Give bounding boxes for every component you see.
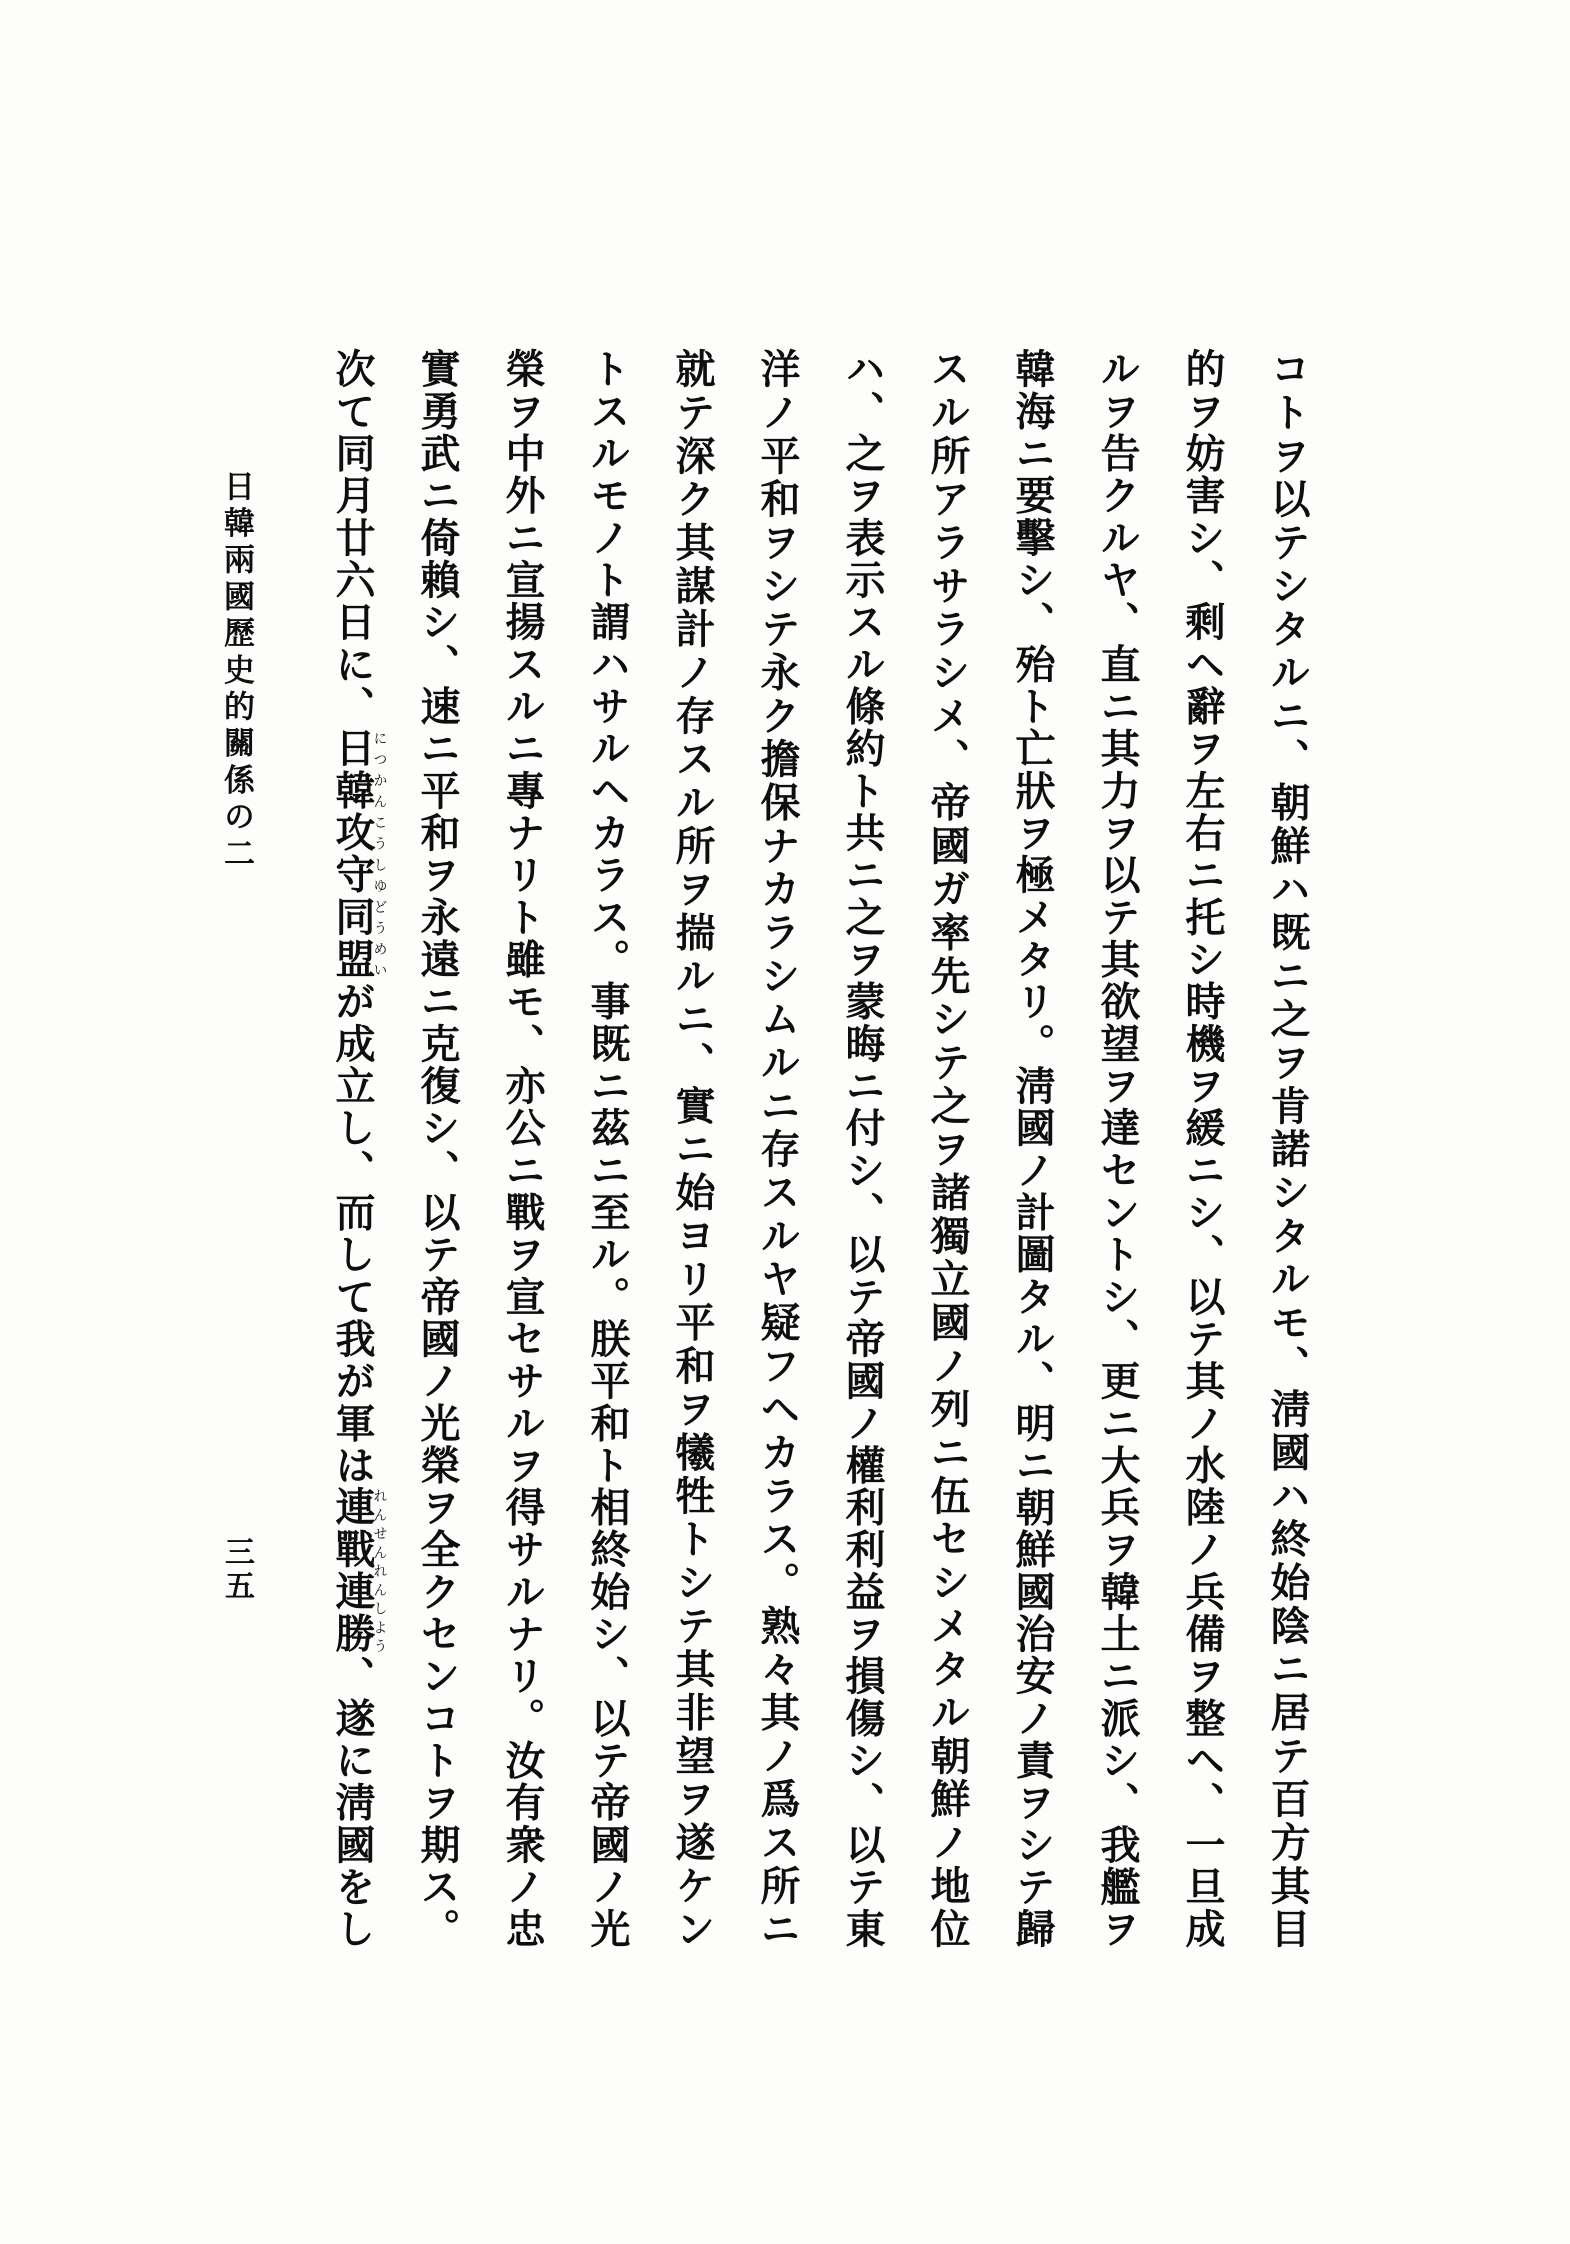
- text-column: 的ヲ妨害シ、剩ヘ辭ヲ左右ニ托シ時機ヲ緩ニシ、以テ其ノ水陸ノ兵備ヲ整ヘ、一旦成: [1179, 348, 1226, 1951]
- ruby-base: 日韓攻守同盟: [329, 727, 376, 981]
- text-column-with-ruby: [310, 348, 395, 1951]
- running-head: 日韓兩國歷史的關係の二: [218, 470, 254, 874]
- text-column: 實勇武ニ倚賴シ、速ニ平和ヲ永遠ニ克復シ、以テ帝國ノ光榮ヲ全クセンコトヲ期ス。: [414, 348, 461, 1951]
- ruby-base: 連戰連勝: [329, 1486, 376, 1656]
- page-number: 三五: [219, 1536, 254, 1604]
- text-column: トスルモノト謂ハサルヘカラス。事既ニ茲ニ至ル。朕平和ト相終始シ、以テ帝國ノ光: [584, 348, 631, 1951]
- text-column: 洋ノ平和ヲシテ永ク擔保ナカラシムルニ存スルヤ疑フヘカラス。熟々其ノ爲ス所ニ: [754, 348, 801, 1952]
- ruby-reading: につかんこうしゆどうめい: [371, 727, 388, 981]
- text-column: ハ、之ヲ表示スル條約ト共ニ之ヲ蒙晦ニ付シ、以テ帝國ノ權利利益ヲ損傷シ、以テ東: [839, 348, 886, 1951]
- body-text: [310, 348, 1330, 1952]
- ruby-annotated-term: [329, 727, 388, 981]
- text-column: 榮ヲ中外ニ宣揚スルニ專ナリト雖モ、亦公ニ戰ヲ宣セサルヲ得サルナリ。汝有衆ノ忠: [499, 348, 546, 1951]
- text-column: スル所アラサラシメ、帝國ガ率先シテ之ヲ諸獨立國ノ列ニ伍セシメタル朝鮮ノ地位: [924, 348, 971, 1952]
- ruby-annotated-term: [329, 1486, 388, 1656]
- text-run: 次て同月廿六日に、: [329, 348, 376, 728]
- text-column: 韓海ニ要擊シ、殆ト亡狀ヲ極メタリ。淸國ノ計圖タル、明ニ朝鮮國治安ノ責ヲシテ歸: [1009, 348, 1056, 1951]
- ruby-reading: れんせんれんしよう: [371, 1486, 388, 1656]
- text-column: 就テ深ク其謀計ノ存スル所ヲ揣ルニ、實ニ始ヨリ平和ヲ犧牲トシテ其非望ヲ遂ケン: [669, 348, 716, 1952]
- text-column: コトヲ以テシタルニ、朝鮮ハ既ニ之ヲ肯諾シタルモ、淸國ハ終始陰ニ居テ百方其目: [1264, 348, 1311, 1952]
- text-column: ルヲ告クルヤ、直ニ其力ヲ以テ其欲望ヲ達セントシ、更ニ大兵ヲ韓土ニ派シ、我艦ヲ: [1094, 348, 1141, 1951]
- text-run: 、遂に淸國をし: [329, 1655, 376, 1951]
- text-run: が成立し、而して我が軍は: [329, 980, 376, 1487]
